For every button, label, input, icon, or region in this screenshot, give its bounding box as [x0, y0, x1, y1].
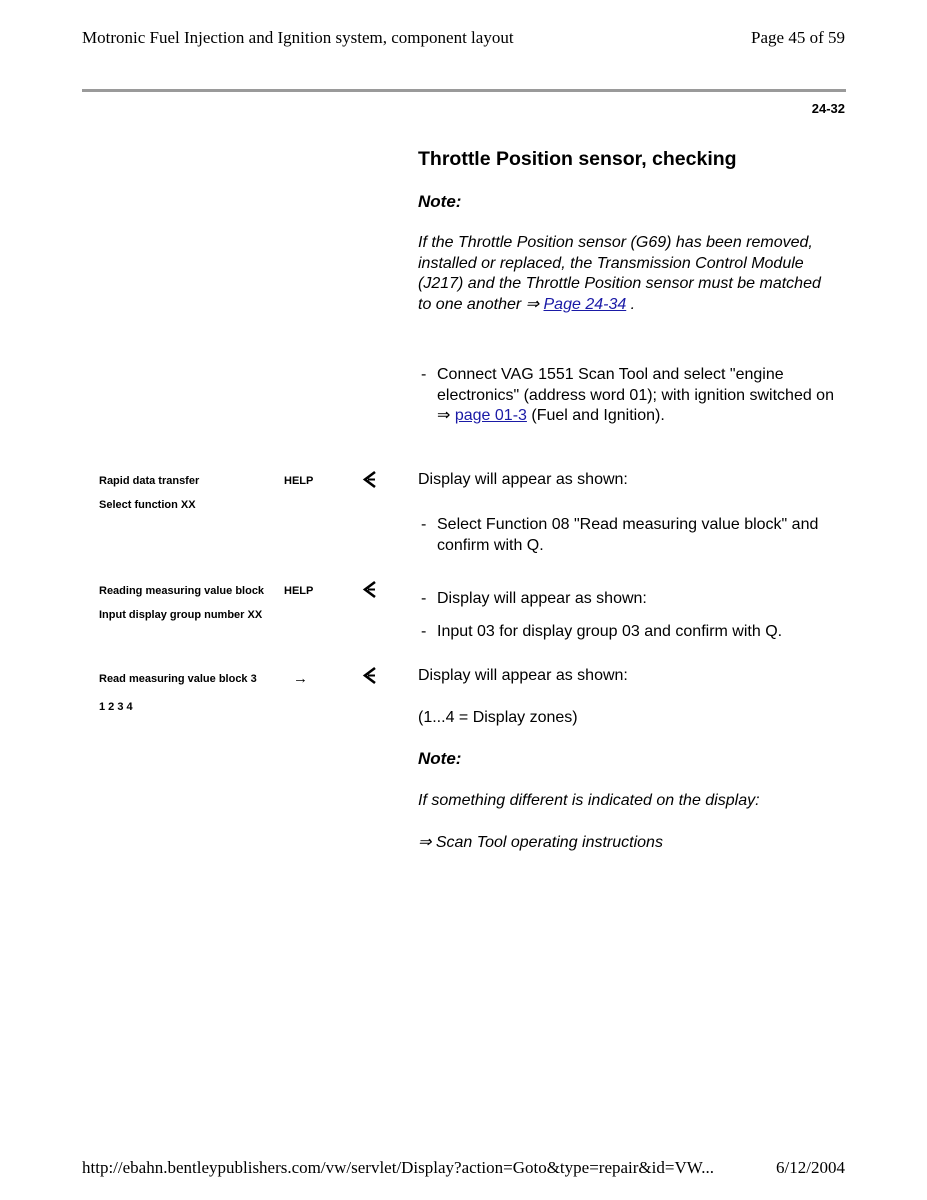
- bullet-dash: -: [421, 623, 427, 640]
- pointer-arrow-icon: [362, 470, 378, 490]
- step-text: Connect VAG 1551 Scan Tool and select "engine electronics" (address word 01); with ignition switched on ⇒: [437, 366, 834, 424]
- footer-url: http://ebahn.bentleypublishers.com/vw/servlet/Display?action=Goto&type=repair&id=VW...: [82, 1158, 714, 1177]
- section-title: Throttle Position sensor, checking: [418, 148, 737, 170]
- step-input-03: [418, 622, 848, 643]
- step-text: Display will appear as shown:: [437, 590, 647, 607]
- header-divider: [82, 89, 846, 92]
- pointer-arrow-icon: [362, 580, 378, 600]
- scan-tool-instructions-ref: ⇒ Scan Tool operating instructions: [418, 834, 663, 851]
- display-shown-text-1: Display will appear as shown:: [418, 471, 628, 488]
- display-1-line-2: Select function XX: [99, 499, 196, 511]
- display-1-help: HELP: [284, 475, 314, 487]
- note-tail: .: [626, 295, 636, 313]
- note-body: If the Throttle Position sensor (G69) has been removed, installed or replaced, the Transmission Control Module (J217) and the Throttle Position sensor must be matched to one another ⇒: [418, 234, 821, 313]
- step-text-tail: (Fuel and Ignition).: [526, 407, 665, 424]
- pointer-arrow-icon: [362, 666, 378, 686]
- display-1-line-1: Rapid data transfer: [99, 475, 200, 487]
- bullet-dash: -: [421, 516, 427, 533]
- display-3-line-2: 1 2 3 4: [99, 701, 133, 713]
- note-2-text: If something different is indicated on the display:: [418, 792, 760, 809]
- document-title: Motronic Fuel Injection and Ignition system, component layout: [82, 28, 514, 47]
- display-3-arrow: →: [293, 670, 308, 687]
- page-01-3-link[interactable]: page 01-3: [454, 407, 527, 424]
- display-2-line-2: Input display group number XX: [99, 609, 263, 621]
- display-shown-text-2: Display will appear as shown:: [418, 667, 628, 684]
- footer-date: 6/12/2004: [776, 1158, 845, 1177]
- page-reference: 24-32: [811, 101, 845, 116]
- page-number: Page 45 of 59: [751, 28, 845, 47]
- step-select-function-08: [418, 515, 838, 556]
- step-text: Input 03 for display group 03 and confirm with Q.: [437, 623, 783, 640]
- note-label-2: Note:: [418, 749, 462, 768]
- display-zones-text: (1...4 = Display zones): [418, 709, 578, 726]
- bullet-dash: -: [421, 366, 427, 383]
- page-24-34-link[interactable]: Page 24-34: [543, 295, 627, 313]
- display-2-line-1: Reading measuring value block: [99, 585, 265, 597]
- note-label: Note:: [418, 192, 462, 211]
- step-connect-scan-tool: [418, 365, 838, 427]
- bullet-dash: -: [421, 590, 427, 607]
- display-3-line-1: Read measuring value block 3: [99, 673, 257, 685]
- note-text: [418, 233, 838, 315]
- display-2-help: HELP: [284, 585, 314, 597]
- step-display-shown: [418, 589, 838, 610]
- step-text: Select Function 08 "Read measuring value block" and confirm with Q.: [437, 516, 819, 554]
